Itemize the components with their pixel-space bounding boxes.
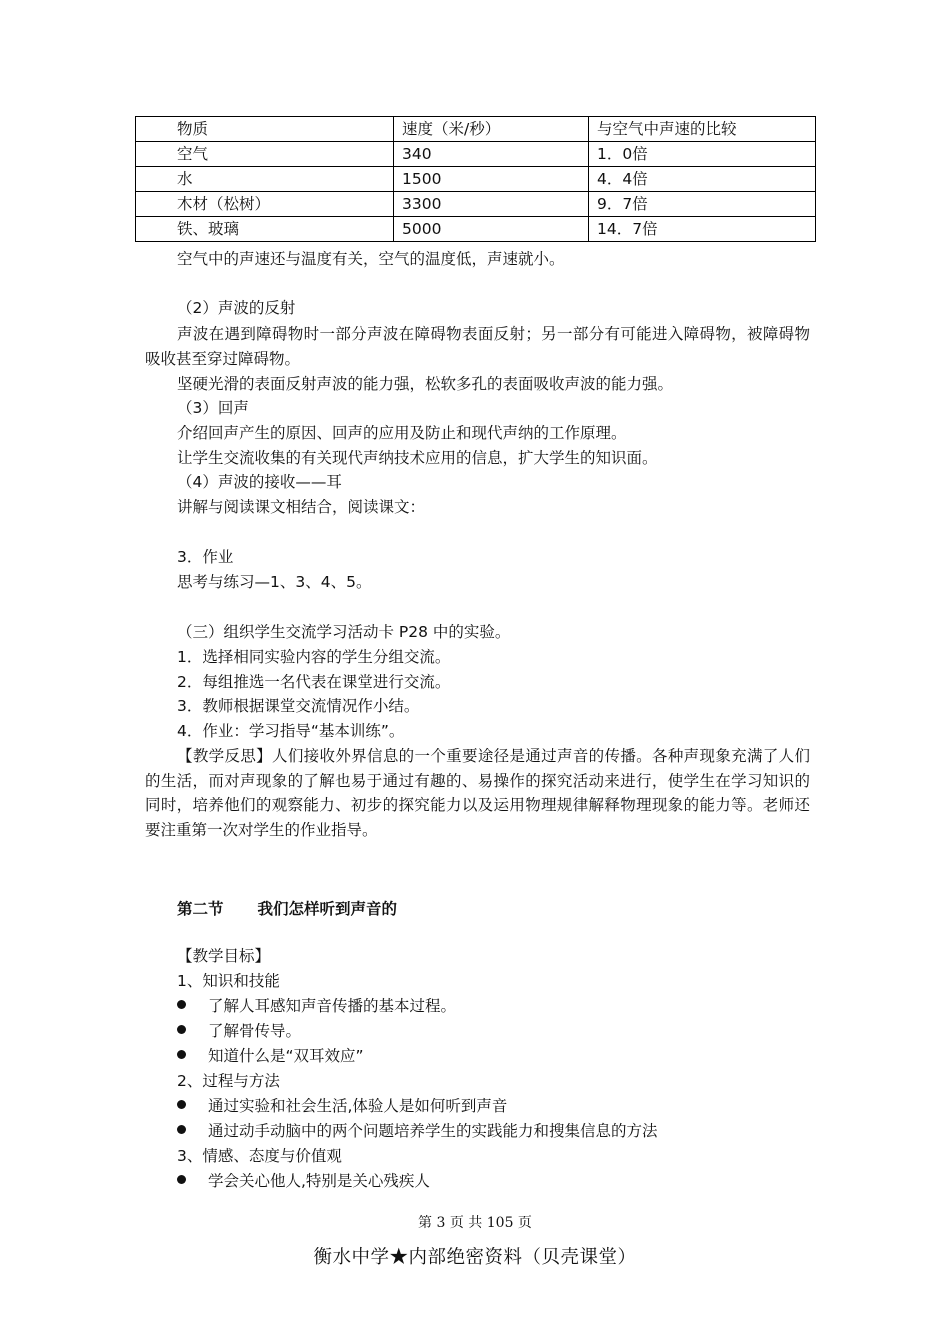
table-cell: 1．0倍	[589, 142, 816, 167]
table-row	[136, 167, 816, 192]
bullet-icon	[177, 1175, 186, 1184]
bullet-icon	[177, 1125, 186, 1134]
table-cell: 1500	[394, 167, 589, 192]
table-cell: 水	[136, 167, 394, 192]
table-cell: 铁、玻璃	[136, 217, 394, 242]
bullet-icon	[177, 1000, 186, 1009]
table-cell: 空气	[136, 142, 394, 167]
bullet-item	[177, 1044, 364, 1068]
bullet-icon	[177, 1050, 186, 1059]
list-item: 2．每组推选一名代表在课堂进行交流。	[177, 673, 451, 691]
table-cell: 340	[394, 142, 589, 167]
list-item: 1．选择相同实验内容的学生分组交流。	[177, 648, 451, 666]
reflection-paragraph: 【教学反思】人们接收外界信息的一个重要途径是通过声音的传播。各种声现象充满了人们的生活，而对声现象的了解也易于通过有趣的、易操作的探究活动来进行，使学生在学习知识的同时，培养他们的观察能力、初步的探究能力以及运用物理规律解释物理现象的能力等。老师还要注重第一次对学生的作业指导。	[145, 747, 810, 839]
subheading: 3．作业	[177, 548, 234, 566]
text-line: 坚硬光滑的表面反射声波的能力强，松软多孔的表面吸收声波的能力强。	[177, 375, 674, 393]
page-number: 第 3 页 共 105 页	[418, 1215, 532, 1231]
sound-speed-table	[135, 116, 816, 242]
text-line: 让学生交流收集的有关现代声纳技术应用的信息，扩大学生的知识面。	[177, 449, 658, 467]
subheading: （三）组织学生交流学习活动卡 P28 中的实验。	[177, 623, 511, 641]
footer-brand: 衡水中学★内部绝密资料（贝壳课堂）	[313, 1247, 637, 1268]
subheading: （2）声波的反射	[177, 299, 296, 317]
bullet-item	[177, 1019, 301, 1043]
text-line: 介绍回声产生的原因、回声的应用及防止和现代声纳的工作原理。	[177, 424, 627, 442]
list-item: 3．教师根据课堂交流情况作小结。	[177, 697, 420, 715]
bullet-text: 了解骨传导。	[208, 1022, 302, 1040]
bullet-item	[177, 994, 456, 1018]
list-item: 4．作业：学习指导“基本训练”。	[177, 722, 405, 740]
bullet-text: 知道什么是“双耳效应”	[208, 1047, 364, 1065]
bullet-item	[177, 1119, 658, 1143]
bullet-icon	[177, 1100, 186, 1109]
bullet-text: 学会关心他人,特别是关心残疾人	[208, 1172, 430, 1190]
table-header-cell: 与空气中声速的比较	[589, 117, 816, 142]
objective-category: 1、知识和技能	[177, 972, 280, 990]
bullet-text: 通过动手动脑中的两个问题培养学生的实践能力和搜集信息的方法	[208, 1122, 658, 1140]
section-title	[177, 897, 397, 919]
objective-category: 2、过程与方法	[177, 1072, 280, 1090]
bullet-item	[177, 1094, 507, 1118]
subheading: （4）声波的接收——耳	[177, 473, 342, 491]
table-header-cell: 物质	[136, 117, 394, 142]
bullet-text: 了解人耳感知声音传播的基本过程。	[208, 997, 457, 1015]
table-cell: 4．4倍	[589, 167, 816, 192]
text-line: 空气中的声速还与温度有关，空气的温度低，声速就小。	[177, 250, 565, 268]
table-cell: 5000	[394, 217, 589, 242]
bullet-icon	[177, 1025, 186, 1034]
table-row	[136, 217, 816, 242]
table-header-row	[136, 117, 816, 142]
bullet-text: 通过实验和社会生活,体验人是如何听到声音	[208, 1097, 508, 1115]
paragraph: 声波在遇到障碍物时一部分声波在障碍物表面反射；另一部分有可能进入障碍物，被障碍物吸收甚至穿过障碍物。	[145, 325, 810, 368]
bullet-item	[177, 1169, 430, 1193]
objectives-heading: 【教学目标】	[177, 947, 271, 965]
table-cell: 14．7倍	[589, 217, 816, 242]
table-cell: 木材（松树）	[136, 192, 394, 217]
table-cell: 3300	[394, 192, 589, 217]
table-row	[136, 192, 816, 217]
text-line: 思考与练习—1、3、4、5。	[177, 573, 372, 591]
objective-category: 3、情感、态度与价值观	[177, 1147, 342, 1165]
section-number: 第二节	[177, 900, 224, 918]
table-row	[136, 142, 816, 167]
text-line: 讲解与阅读课文相结合，阅读课文：	[177, 498, 426, 516]
subheading: （3）回声	[177, 399, 249, 417]
table-header-cell: 速度（米/秒）	[394, 117, 589, 142]
section-name: 我们怎样听到声音的	[257, 900, 398, 918]
table-cell: 9．7倍	[589, 192, 816, 217]
